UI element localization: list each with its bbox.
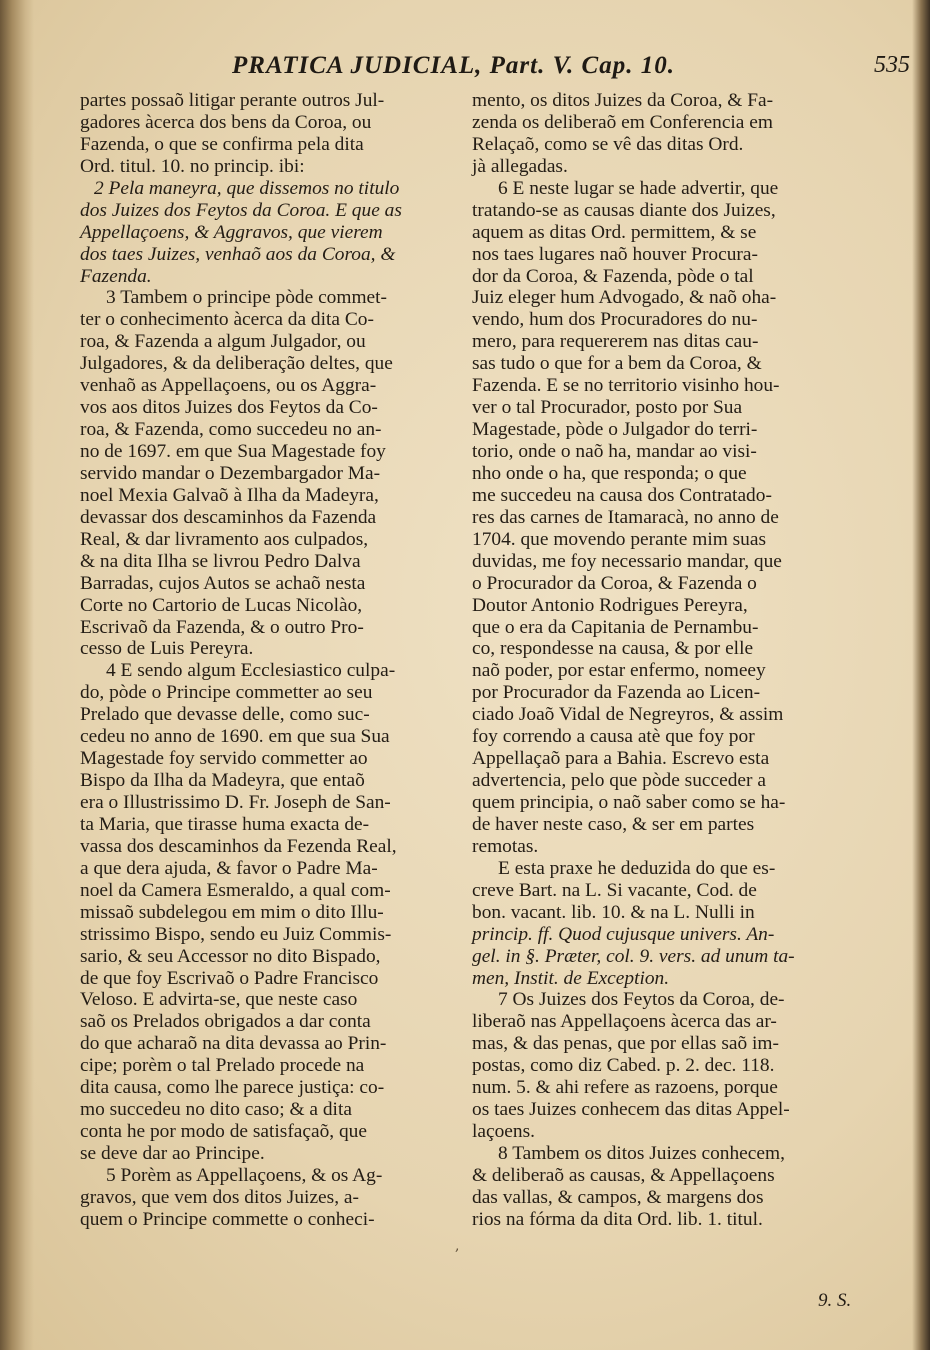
text-line: noel da Camera Esmeraldo, a qual com- [80,879,391,901]
text-line: missaõ subdelegou em mim o dito Illu- [80,901,384,923]
text-line: Julgadores, & da deliberação deltes, que [80,353,393,375]
text-line: cesso de Luis Pereyra. [80,638,254,660]
text-line: torio, onde o naõ ha, mandar ao visi- [472,441,757,462]
text-line: era o Illustrissimo D. Fr. Joseph de San- [80,792,391,813]
ink-mark-icon: , [455,1238,460,1254]
text-line: & na dita Ilha se livrou Pedro Dalva [80,550,361,572]
page-number: 535 [874,52,910,78]
citation-line: men, Instit. de Exception. [472,967,670,989]
text-line: partes possaõ litigar perante outros Jul- [80,90,385,111]
text-line: rios na fórma da dita Ord. lib. 1. titul. [472,1208,763,1230]
text-line: strissimo Bispo, sendo eu Juiz Commis- [80,923,392,945]
text-line: vos aos ditos Juizes dos Feytos da Co- [80,397,378,419]
text-line: no de 1697. em que Sua Magestade foy [80,441,386,462]
quote-line: Appellaçoens, & Aggravos, que vierem [80,221,383,243]
text-line: ter o conhecimento àcerca da dita Co- [80,309,374,331]
text-line: 1704. que movendo perante mim suas [472,528,767,550]
text-line: o Procurador da Coroa, & Fazenda o [472,572,757,594]
paragraph-start: 6 E neste lugar se hade advertir, que [498,177,779,199]
citation-line: princip. ff. Quod cujusque univers. An- [472,923,775,945]
paragraph-start: 3 Tambem o principe pòde commet- [106,287,387,309]
quote-line: dos Juizes dos Feytos da Coroa. E que as [80,199,402,221]
paragraph-start: 5 Porèm as Appellaçoens, & os Ag- [106,1164,383,1186]
left-column [80,90,448,1231]
binding-gutter [0,0,34,1350]
text-line: Juiz eleger hum Advogado, & naõ oha- [472,287,777,309]
text-line: dor da Coroa, & Fazenda, pòde o tal [472,265,754,287]
text-line: por Procurador da Fazenda ao Licen- [472,682,761,704]
paragraph-start: 4 E sendo algum Ecclesiastico culpa- [106,660,396,682]
text-line: Fazenda. E se no territorio visinho hou- [472,375,780,397]
text-line: vendo, hum dos Procuradores do nu- [472,309,758,331]
text-line: sario, & seu Accessor no dito Bispado, [80,945,381,967]
text-line: Doutor Antonio Rodrigues Pereyra, [472,594,748,616]
text-line: naõ poder, por estar enfermo, nomeey [472,660,766,682]
text-line: Corte no Cartorio de Lucas Nicolào, [80,594,363,616]
text-line: tratando-se as causas diante dos Juizes, [472,199,776,221]
citation-line: gel. in §. Præter, col. 9. vers. ad unum ta- [472,945,795,967]
text-line: a que dera ajuda, & favor o Padre Ma- [80,857,378,879]
text-line: mas, & das penas, que por ellas saõ im- [472,1033,779,1055]
text-line: roa, & Fazenda, como succedeu no an- [80,419,382,441]
text-line: Ord. titul. 10. no princip. ibi: [80,155,305,177]
paragraph-start: E esta praxe he deduzida do que es- [498,857,776,879]
text-line: ciado Joaõ Vidal de Negreyros, & assim [472,704,784,726]
text-line: venhaõ as Appellaçoens, ou os Aggra- [80,375,377,397]
paragraph-start: 7 Os Juizes dos Feytos da Coroa, de- [498,989,785,1011]
running-head [80,52,920,88]
citation-line: bon. vacant. lib. 10. & na L. Nulli in [472,901,755,923]
text-line: gadores àcerca dos bens da Coroa, ou [80,111,372,133]
text-line: num. 5. & ahi refere as razoens, porque [472,1077,778,1099]
text-line: laçoens. [472,1121,535,1143]
quote-line: dos taes Juizes, venhaõ aos da Coroa, & [80,243,396,265]
running-head-title: PRATICA JUDICIAL, Part. V. Cap. 10. [232,52,675,79]
text-line: Barradas, cujos Autos se achaõ nesta [80,572,366,594]
text-line: remotas. [472,835,539,857]
text-line: co, respondesse na causa, & por elle [472,638,754,660]
text-line: se deve dar ao Principe. [80,1143,265,1164]
text-line: dita causa, como lhe parece justiça: co- [80,1077,385,1099]
text-line: do que acharaõ na dita devassa ao Prin- [80,1033,387,1055]
text-line: devassar dos descaminhos da Fazenda [80,506,377,528]
catchword: 9. S. [818,1290,852,1311]
text-line: servido mandar o Dezembargador Ma- [80,462,381,484]
page-edge [912,0,930,1350]
text-line: duvidas, me foy necessario mandar, que [472,550,782,572]
text-line: que o era da Capitania de Pernambu- [472,616,759,638]
text-line: ver o tal Procurador, posto por Sua [472,397,743,419]
text-line: mero, para requererem nas ditas cau- [472,331,759,353]
text-line: & deliberaõ as causas, & Appellaçoens [472,1164,775,1186]
quote-line: 2 Pela maneyra, que dissemos no titulo [94,177,400,199]
text-line: nos taes lugares naõ houver Procura- [472,243,758,265]
text-line: quem o Principe commette o conheci- [80,1208,375,1230]
text-line: sas tudo o que for a bem da Coroa, & [472,353,762,375]
text-line: do, pòde o Principe commetter ao seu [80,682,373,704]
text-line: Escrivaõ da Fazenda, & o outro Pro- [80,616,364,638]
text-line: Bispo da Ilha da Madeyra, que entaõ [80,770,365,792]
text-line: zenda os deliberaõ em Conferencia em [472,111,773,133]
text-line: cedeu no anno de 1690. em que sua Sua [80,726,390,748]
text-line: Magestade, pòde o Julgador do terri- [472,419,758,441]
text-line: Fazenda, o que se confirma pela dita [80,133,364,155]
text-line: postas, como diz Cabed. p. 2. dec. 118. [472,1055,775,1077]
text-line: Prelado que devasse delle, como suc- [80,704,370,726]
text-line: aquem as ditas Ord. permittem, & se [472,221,757,243]
text-line: Appellaçaõ para a Bahia. Escrevo esta [472,748,770,770]
text-line: roa, & Fazenda a algum Julgador, ou [80,331,366,353]
text-line: das vallas, & campos, & margens dos [472,1186,764,1208]
text-line: Relaçaõ, como se vê das ditas Ord. [472,133,744,155]
text-line: de que foy Escrivaõ o Padre Francisco [80,967,379,989]
text-line: conta he por modo de satisfaçaõ, que [80,1121,367,1143]
text-line: de haver neste caso, & ser em partes [472,813,755,835]
citation-line: creve Bart. na L. Si vacante, Cod. de [472,879,757,901]
text-line: ta Maria, que tirasse huma exacta de- [80,813,370,835]
text-line: mento, os ditos Juizes da Coroa, & Fa- [472,90,774,111]
text-line: mo succedeu no dito caso; & a dita [80,1099,352,1121]
text-line: gravos, que vem dos ditos Juizes, a- [80,1186,359,1208]
right-column [472,90,840,1231]
text-line: Veloso. E advirta-se, que neste caso [80,989,358,1011]
text-line: me succedeu na causa dos Contratado- [472,484,772,506]
text-line: liberaõ nas Appellaçoens àcerca das ar- [472,1011,777,1033]
quote-line: Fazenda. [80,265,152,287]
text-line: Real, & dar livramento aos culpados, [80,528,369,550]
text-line: jà allegadas. [472,155,568,177]
text-line: os taes Juizes conhecem das ditas Appel- [472,1099,790,1121]
text-line: res das carnes de Itamaracà, no anno de [472,506,779,528]
text-line: foy correndo a causa atè que foy por [472,726,755,748]
text-line: vassa dos descaminhos da Fezenda Real, [80,835,397,857]
text-line: Magestade foy servido commetter ao [80,748,368,770]
text-line: advertencia, pelo que pòde succeder a [472,770,766,792]
text-line: cipe; porèm o tal Prelado procede na [80,1055,365,1077]
text-line: quem principia, o naõ saber como se ha- [472,792,786,813]
paragraph-start: 8 Tambem os ditos Juizes conhecem, [498,1143,785,1164]
text-line: nho onde o ha, que responda; o que [472,462,747,484]
text-line: noel Mexia Galvaõ à Ilha da Madeyra, [80,484,379,506]
text-line: saõ os Prelados obrigados a dar conta [80,1011,371,1033]
